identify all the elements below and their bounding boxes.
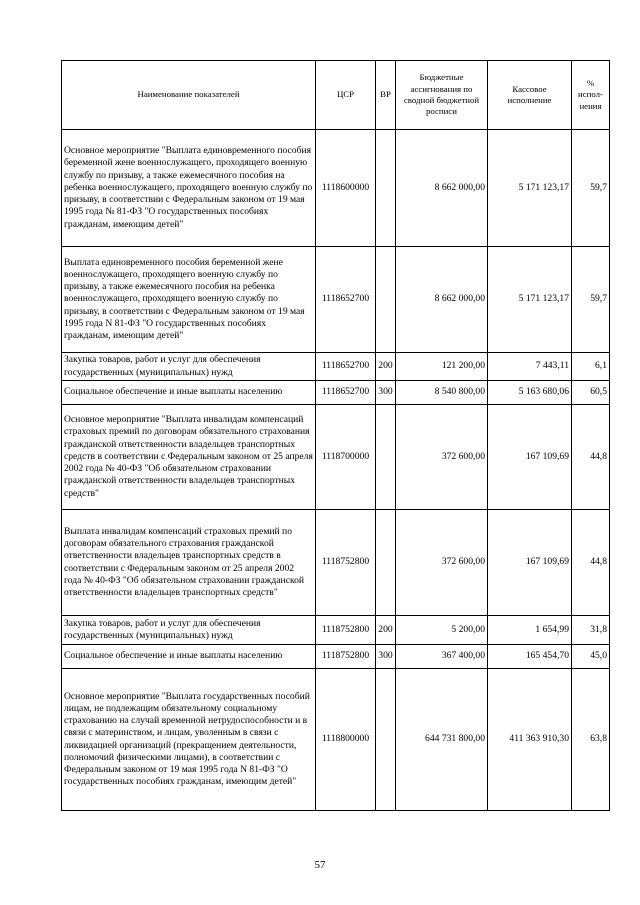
- row-budget: 8 662 000,00: [396, 247, 488, 353]
- row-budget: 367 400,00: [396, 645, 488, 669]
- row-cash: 5 163 680,06: [488, 381, 572, 405]
- row-percent: 44,8: [572, 405, 610, 510]
- row-budget: 8 662 000,00: [396, 130, 488, 247]
- table-row: [62, 130, 610, 247]
- row-percent: 6,1: [572, 353, 610, 381]
- row-csr: 1118700000: [316, 405, 376, 510]
- row-vr: 300: [376, 645, 396, 669]
- row-budget: 5 200,00: [396, 616, 488, 645]
- row-vr: [376, 669, 396, 811]
- row-cash: 5 171 123,17: [488, 130, 572, 247]
- row-cash: 7 443,11: [488, 353, 572, 381]
- row-budget: 8 540 800,00: [396, 381, 488, 405]
- page-number: 57: [314, 859, 326, 871]
- row-budget: 121 200,00: [396, 353, 488, 381]
- table-row: [62, 645, 610, 669]
- row-percent: 44,8: [572, 510, 610, 616]
- row-csr: 1118752800: [316, 616, 376, 645]
- row-name: Основное мероприятие "Выплата единовременного пособия беременной жене военнослужащего, проходящего военную службу по призыву, а также ежемесячного пособия на ребенка военнослужащего, проходящего военную службу по призыву, в соответствии с Федеральным законом от 19 мая 1995 года № 81-ФЗ "О государственных пособиях гражданам, имеющим детей": [62, 130, 316, 247]
- row-vr: [376, 130, 396, 247]
- header-cash: Кассовое исполнение: [488, 61, 572, 130]
- table-row: [62, 616, 610, 645]
- table-row: [62, 405, 610, 510]
- row-percent: 60,5: [572, 381, 610, 405]
- row-cash: 167 109,69: [488, 405, 572, 510]
- row-budget: 644 731 800,00: [396, 669, 488, 811]
- row-csr: 1118800000: [316, 669, 376, 811]
- row-percent: 45,0: [572, 645, 610, 669]
- budget-execution-table: [61, 60, 610, 811]
- row-name: Социальное обеспечение и иные выплаты населению: [62, 645, 316, 669]
- row-cash: 165 454,70: [488, 645, 572, 669]
- header-vr: ВР: [376, 61, 396, 130]
- row-csr: 1118752800: [316, 645, 376, 669]
- row-name: Социальное обеспечение и иные выплаты населению: [62, 381, 316, 405]
- table-row: [62, 669, 610, 811]
- row-percent: 59,7: [572, 247, 610, 353]
- row-vr: 200: [376, 353, 396, 381]
- header-row: [62, 61, 610, 130]
- row-name: Основное мероприятие "Выплата инвалидам компенсаций страховых премий по договорам обязательного страхования гражданской ответственности владельцев транспортных средств в соответствии с Федеральным законом от 25 апреля 2002 года № 40-ФЗ "Об обязательном страховании гражданской ответственности владельцев транспортных средств": [62, 405, 316, 510]
- header-name: Наименование показателей: [62, 61, 316, 130]
- row-name: Закупка товаров, работ и услуг для обеспечения государственных (муниципальных) нужд: [62, 616, 316, 645]
- row-csr: 1118652700: [316, 381, 376, 405]
- table-row: [62, 381, 610, 405]
- header-budget: Бюджетные ассигнования по сводной бюджетной росписи: [396, 61, 488, 130]
- row-vr: [376, 405, 396, 510]
- row-cash: 411 363 910,30: [488, 669, 572, 811]
- row-csr: 1118752800: [316, 510, 376, 616]
- row-vr: [376, 510, 396, 616]
- table-row: [62, 353, 610, 381]
- row-name: Основное мероприятие "Выплата государственных пособий лицам, не подлежащим обязательному социальному страхованию на случай временной нетрудоспособности и в связи с материнством, и лицам, уволенным в связи с ликвидацией организаций (прекращением деятельности, полномочий физическими лицами), в соответствии с Федеральным законом от 19 мая 1995 года N 81-ФЗ "О государственных пособиях гражданам, имеющим детей": [62, 669, 316, 811]
- header-percent: % испол-нения: [572, 61, 610, 130]
- row-name: Выплата инвалидам компенсаций страховых премий по договорам обязательного страхования гражданской ответственности владельцев транспортных средств в соответствии с Федеральным законом от 25 апреля 2002 года № 40-ФЗ "Об обязательном страховании гражданской ответственности владельцев транспортных средств": [62, 510, 316, 616]
- table-row: [62, 247, 610, 353]
- row-vr: 200: [376, 616, 396, 645]
- row-percent: 59,7: [572, 130, 610, 247]
- row-budget: 372 600,00: [396, 405, 488, 510]
- row-cash: 1 654,99: [488, 616, 572, 645]
- row-percent: 63,8: [572, 669, 610, 811]
- row-vr: [376, 247, 396, 353]
- row-name: Выплата единовременного пособия беременной жене военнослужащего, проходящего военную службу по призыву, а также ежемесячного пособия на ребенка военнослужащего, проходящего военную службу по призыву, в соответствии с Федеральным законом от 19 мая 1995 года N 81-ФЗ "О государственных пособиях гражданам, имеющим детей": [62, 247, 316, 353]
- row-vr: 300: [376, 381, 396, 405]
- row-csr: 1118652700: [316, 247, 376, 353]
- row-csr: 1118652700: [316, 353, 376, 381]
- row-cash: 5 171 123,17: [488, 247, 572, 353]
- table-row: [62, 510, 610, 616]
- header-csr: ЦСР: [316, 61, 376, 130]
- row-name: Закупка товаров, работ и услуг для обеспечения государственных (муниципальных) нужд: [62, 353, 316, 381]
- row-csr: 1118600000: [316, 130, 376, 247]
- row-percent: 31,8: [572, 616, 610, 645]
- row-budget: 372 600,00: [396, 510, 488, 616]
- row-cash: 167 109,69: [488, 510, 572, 616]
